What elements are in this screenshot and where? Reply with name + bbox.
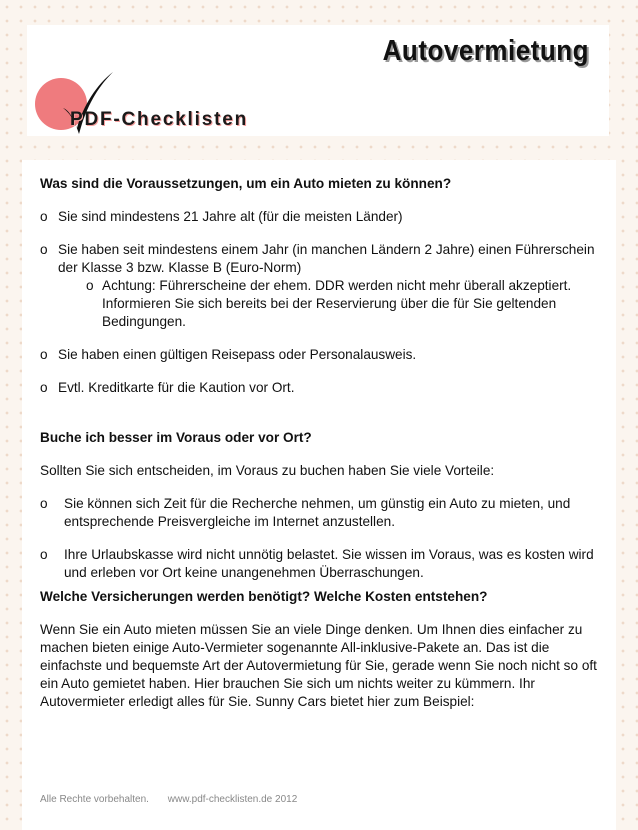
question-heading: Was sind die Voraussetzungen, um ein Auto mieten zu können? [40, 176, 452, 191]
sub-list-item-text: Achtung: Führerscheine der ehem. DDR werden nicht mehr überall akzeptiert. Informieren Sie sich bereits bei der Reservierung über die für Sie geltenden Bedingungen. [102, 278, 572, 329]
list-item-text: Sie haben einen gültigen Reisepass oder Personalausweis. [58, 347, 417, 362]
paragraph: Wenn Sie ein Auto mieten müssen Sie an viele Dinge denken. Um Ihnen dies einfacher zu machen bieten einige Auto-Vermieter sogenannte All-inklusive-Pakete an. Das ist die einfachste und bequemste Art der Autovermietung für Sie, gerade wenn Sie noch nicht so oft ein Auto gemietet haben. Hier brauchen Sie sich um nichts weiter zu kümmern. Ihr Autovermieter erledigt alles für Sie. Sunny Cars bietet hier zum Beispiel: [40, 622, 597, 709]
bullet-marker: o [40, 380, 48, 395]
footer [40, 794, 297, 805]
list-item-text: Sie sind mindestens 21 Jahre alt (für die meisten Länder) [58, 209, 403, 224]
list-item [40, 379, 600, 397]
list-item-text: Evtl. Kreditkarte für die Kaution vor Ort. [58, 380, 295, 395]
bullet-marker: o [86, 278, 94, 293]
footer-url: www.pdf-checklisten.de 2012 [167, 794, 298, 805]
bullet-marker: o [40, 496, 48, 511]
list-item-text: Sie können sich Zeit für die Recherche nehmen, um günstig ein Auto zu mieten, und entsprechende Preisvergleiche im Internet anzustellen. [64, 496, 571, 529]
bullet-marker: o [40, 242, 48, 257]
list-item [40, 495, 600, 531]
paragraph: Sollten Sie sich entscheiden, im Voraus zu buchen haben Sie viele Vorteile: [40, 463, 495, 478]
list-item [40, 241, 600, 277]
list-item-text: Ihre Urlaubskasse wird nicht unnötig belastet. Sie wissen im Voraus, was es kosten wird und erleben vor Ort keine unangenehmen Überraschungen. [64, 547, 594, 580]
sub-list-item [86, 277, 600, 331]
logo-text: PDF-Checklisten [70, 109, 248, 130]
list-item [40, 546, 600, 582]
question-heading: Welche Versicherungen werden benötigt? Welche Kosten entstehen? [40, 589, 488, 604]
bullet-marker: o [40, 209, 48, 224]
list-item [40, 208, 600, 226]
bullet-marker: o [40, 547, 48, 562]
document-title: Autovermietung [382, 33, 589, 67]
footer-rights: Alle Rechte vorbehalten. [40, 794, 149, 805]
document-page [22, 160, 616, 830]
list-item-text: Sie haben seit mindestens einem Jahr (in manchen Ländern 2 Jahre) einen Führerschein der Klasse 3 bzw. Klasse B (Euro-Norm) [58, 242, 595, 275]
bullet-marker: o [40, 347, 48, 362]
question-heading: Buche ich besser im Voraus oder vor Ort? [40, 430, 312, 445]
list-item [40, 346, 600, 364]
header-banner [27, 25, 609, 136]
document-content [40, 175, 600, 711]
